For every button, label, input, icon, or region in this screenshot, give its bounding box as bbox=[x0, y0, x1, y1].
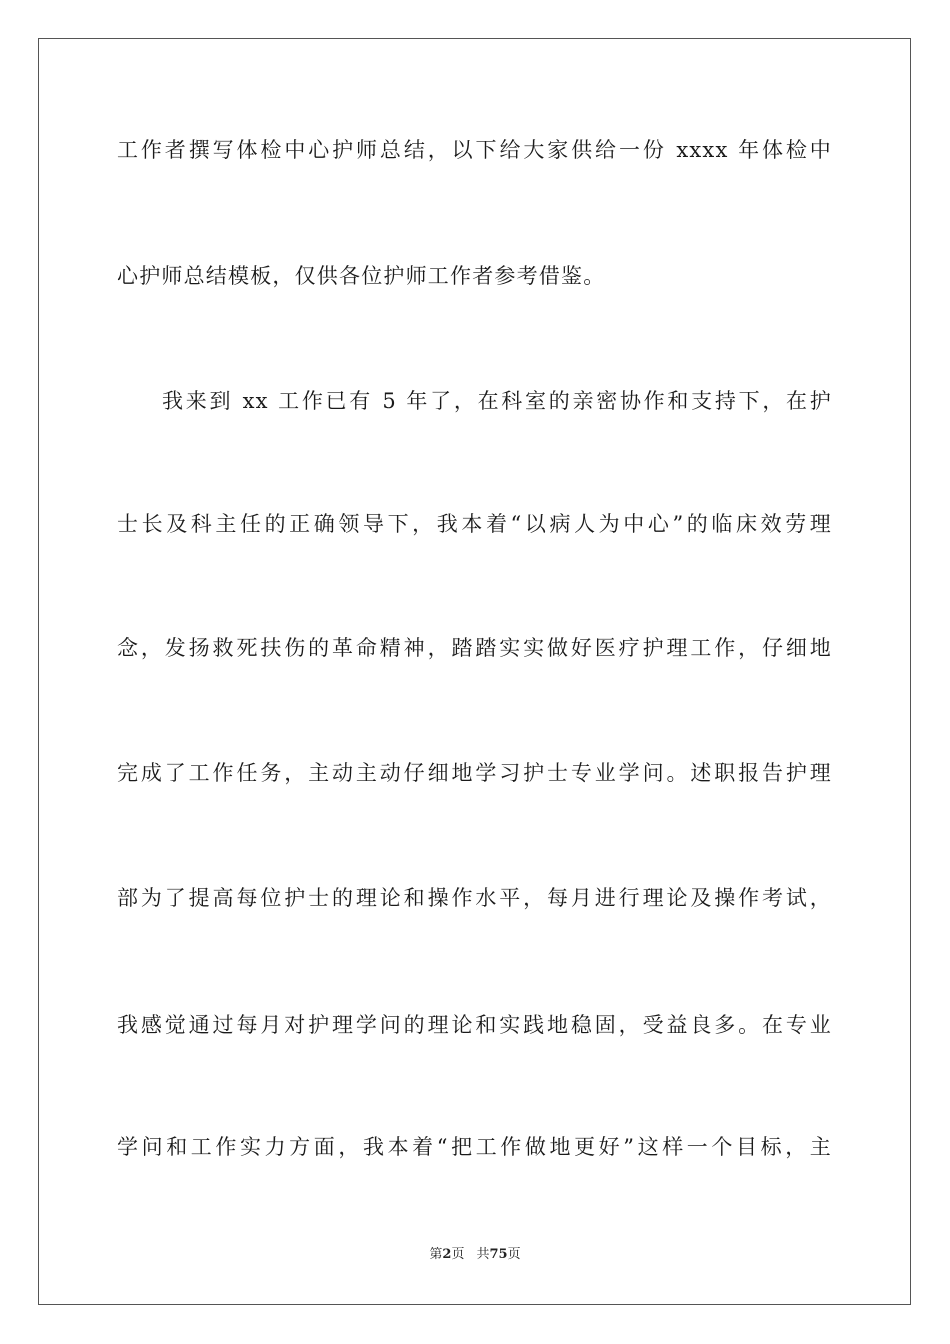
body-text-line: 部为了提高每位护士的理论和操作水平，每月进行理论及操作考试， bbox=[117, 886, 832, 910]
body-text-line: 我感觉通过每月对护理学问的理论和实践地稳固，受益良多。在专业 bbox=[117, 1013, 832, 1037]
page-footer bbox=[0, 1246, 950, 1264]
page-border bbox=[38, 38, 911, 1305]
body-text-line: 完成了工作任务，主动主动仔细地学习护士专业学问。述职报告护理 bbox=[117, 761, 832, 785]
body-text-line: 士长及科主任的正确领导下，我本着“以病人为中心”的临床效劳理 bbox=[117, 512, 832, 536]
body-text-line: 心护师总结模板，仅供各位护师工作者参考借鉴。 bbox=[117, 264, 606, 288]
page-number: 2 bbox=[442, 1247, 452, 1262]
page-prefix: 第 bbox=[429, 1247, 443, 1262]
page-suffix: 页 bbox=[451, 1247, 465, 1262]
total-prefix: 共 bbox=[476, 1247, 490, 1262]
total-pages: 75 bbox=[489, 1247, 508, 1262]
paragraph-first-line: 我来到 xx 工作已有 5 年了，在科室的亲密协作和支持下，在护 bbox=[162, 389, 832, 413]
body-text-line: 学问和工作实力方面，我本着“把工作做地更好”这样一个目标，主 bbox=[117, 1135, 832, 1159]
body-text-line: 念，发扬救死扶伤的革命精神，踏踏实实做好医疗护理工作，仔细地 bbox=[117, 636, 832, 660]
total-suffix: 页 bbox=[507, 1247, 521, 1262]
body-text-line: 工作者撰写体检中心护师总结，以下给大家供给一份 xxxx 年体检中 bbox=[117, 138, 832, 162]
